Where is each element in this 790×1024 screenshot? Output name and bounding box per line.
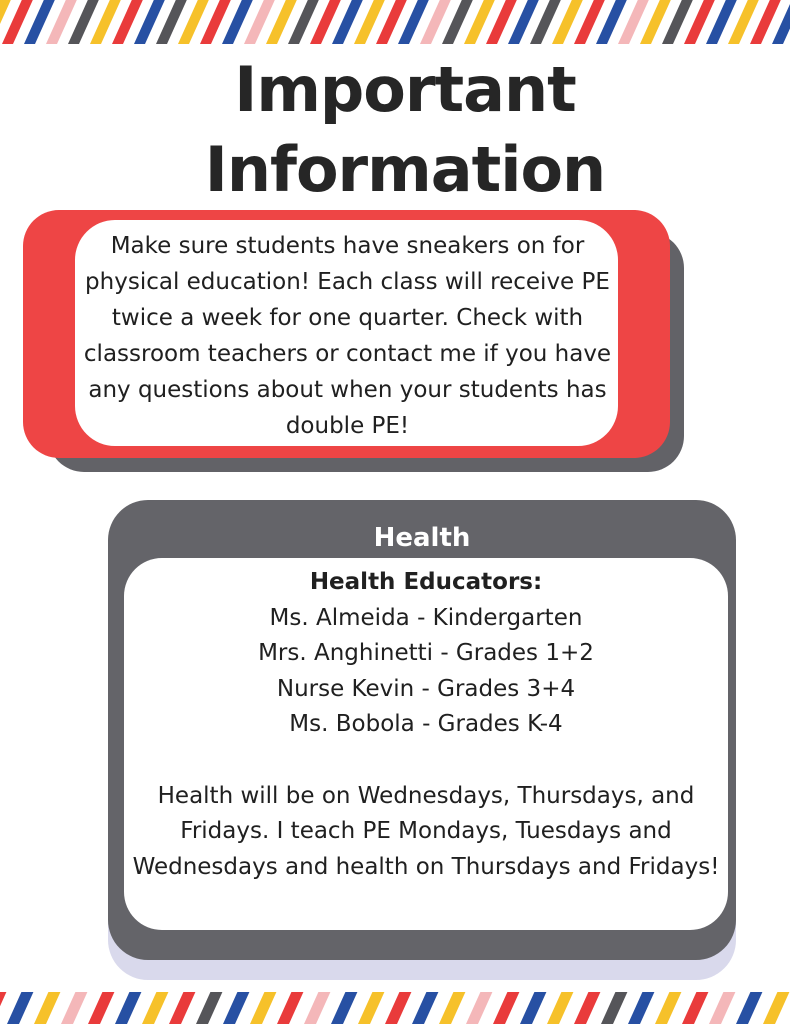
stripe-segment: [709, 992, 735, 1024]
title-line-1: Important: [234, 53, 576, 126]
stripe-segment: [547, 992, 573, 1024]
stripe-segment: [574, 992, 600, 1024]
page-title: [95, 50, 715, 210]
stripe-segment: [88, 992, 114, 1024]
stripe-segment: [601, 992, 627, 1024]
stripe-segment: [0, 992, 6, 1024]
stripe-segment: [304, 992, 330, 1024]
title-line-2: Information: [204, 133, 606, 206]
pe-notice-text: Make sure students have sneakers on for physical education! Each class will receive PE twice a week for one quarter. Check with classroom teachers or contact me if you have any questions about when your students has double PE!: [83, 233, 612, 439]
stripe-segment: [628, 992, 654, 1024]
stripe-segment: [223, 992, 249, 1024]
stripe-segment: [142, 992, 168, 1024]
paragraph-gap: [124, 743, 728, 779]
stripe-segment: [34, 992, 60, 1024]
health-card-content: [124, 565, 728, 885]
stripe-segment: [736, 992, 762, 1024]
educator-item: Mrs. Anghinetti - Grades 1+2: [258, 640, 594, 666]
bottom-stripe-border: [0, 992, 790, 1024]
educator-item: Nurse Kevin - Grades 3+4: [276, 675, 576, 702]
stripe-segment: [385, 992, 411, 1024]
stripe-segment: [763, 992, 789, 1024]
stripe-segment: [439, 992, 465, 1024]
health-educators-label: Health Educators:: [309, 569, 543, 595]
stripe-segment: [655, 992, 681, 1024]
stripe-segment: [7, 992, 33, 1024]
stripe-segment: [331, 992, 357, 1024]
educator-item: Ms. Bobola - Grades K-4: [289, 711, 563, 737]
stripe-segment: [466, 992, 492, 1024]
stripe-segment: [250, 992, 276, 1024]
stripe-segment: [412, 992, 438, 1024]
health-heading: Health: [373, 523, 471, 553]
top-stripe-border: [0, 0, 790, 44]
stripe-segment: [493, 992, 519, 1024]
educator-item: Ms. Almeida - Kindergarten: [269, 604, 583, 631]
stripe-segment: [196, 992, 222, 1024]
stripe-segment: [682, 992, 708, 1024]
health-schedule-text: Health will be on Wednesdays, Thursdays, and Fridays. I teach PE Mondays, Tuesdays and Wednesdays and health on Thursdays and Fridays!: [132, 782, 720, 880]
stripe-segment: [115, 992, 141, 1024]
stripe-segment: [520, 992, 546, 1024]
stripe-segment: [61, 992, 87, 1024]
stripe-segment: [358, 992, 384, 1024]
stripe-segment: [277, 992, 303, 1024]
stripe-segment: [169, 992, 195, 1024]
